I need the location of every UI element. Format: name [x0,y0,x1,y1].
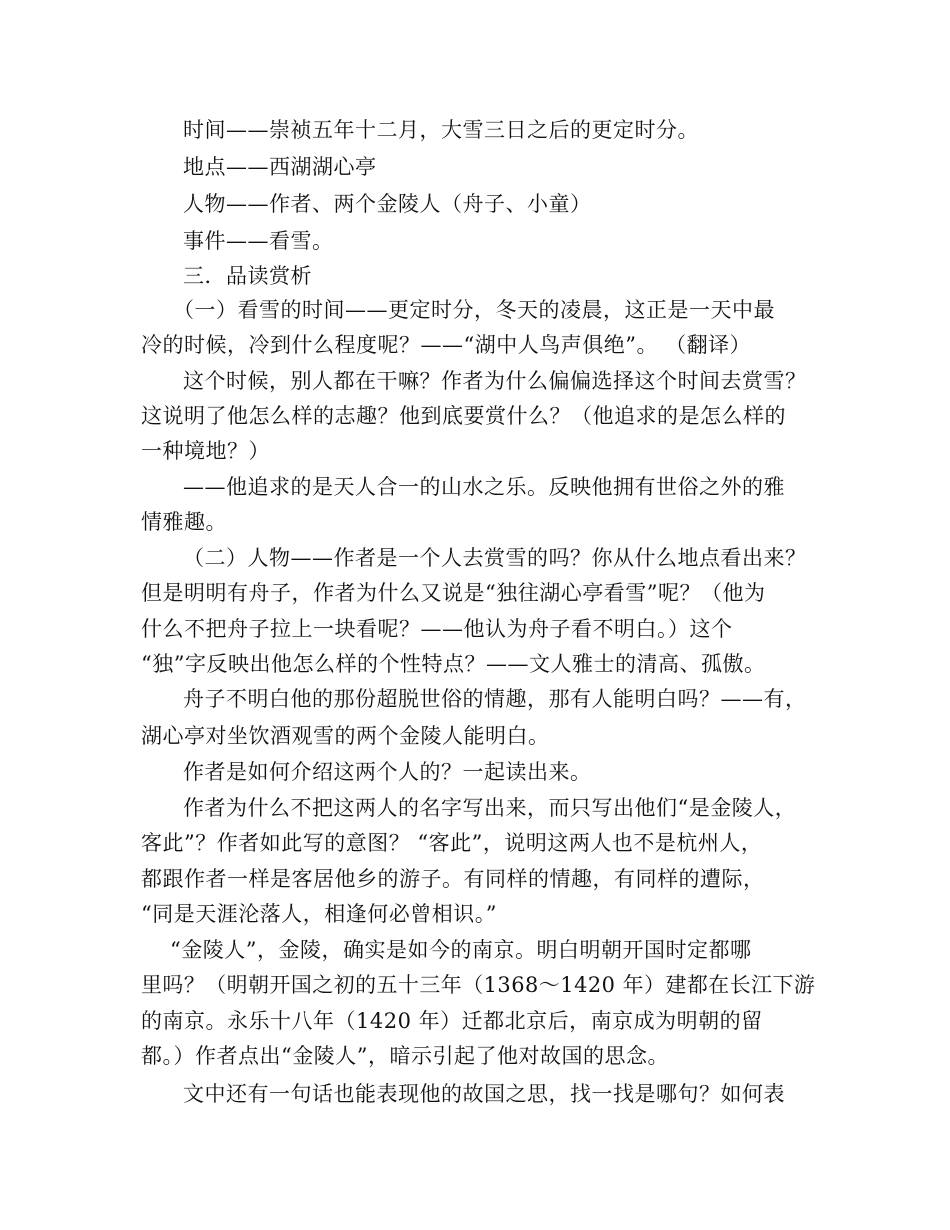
text-line: 舟子不明白他的那份超脱世俗的情趣，那有人能明白吗？——有， [183,687,807,711]
text-line: （一）看雪的时间——更定时分，冬天的凌晨，这正是一天中最 [173,298,775,322]
text-line: 都跟作者一样是客居他乡的游子。有同样的情趣，有同样的遭际， [141,867,765,891]
text-line: 文中还有一句话也能表现他的故国之思，找一找是哪句？如何表 [183,1082,785,1106]
text-line: 事件——看雪。 [183,229,334,253]
text-line: 地点——西湖湖心亭 [183,155,377,179]
text-line: ——他追求的是天人合一的山水之乐。反映他拥有世俗之外的雅 [183,475,785,499]
text-line: 都。）作者点出“金陵人”，暗示引起了他对故国的思念。 [141,1044,669,1068]
text-line: 里吗？（明朝开国之初的五十三年（1368～1420 年）建都在长江下游 [141,973,816,997]
text-line: 的南京。永乐十八年（1420 年）迁都北京后，南京成为明朝的留 [141,1009,763,1033]
text-line: 作者是如何介绍这两个人的？一起读出来。 [183,760,592,784]
text-line: 这说明了他怎么样的志趣？他到底要赏什么？（他追求的是怎么样的 [141,404,786,428]
text-line: “金陵人”，金陵，确实是如今的南京。明白明朝开国时定都哪 [170,938,752,962]
text-line: 作者为什么不把这两人的名字写出来，而只写出他们“是金陵人， [183,796,797,820]
text-line: 人物——作者、两个金陵人（舟子、小童） [183,192,592,216]
text-line: 一种境地？） [141,439,270,463]
text-line: 客此”？作者如此写的意图？ “客此”，说明这两人也不是杭州人， [141,831,763,855]
text-line: 冷的时候，冷到什么程度呢？——“湖中人鸟声俱绝”。 （翻译） [141,333,752,357]
text-line: 什么不把舟子拉上一块看呢？——他认为舟子看不明白。）这个 [141,617,733,641]
text-line: 情雅趣。 [141,510,227,534]
section-heading: 三．品读赏析 [183,264,312,288]
text-line: 时间——崇祯五年十二月，大雪三日之后的更定时分。 [183,118,699,142]
text-line: 这个时候，别人都在干嘛？作者为什么偏偏选择这个时间去赏雪？ [183,369,807,393]
text-line: 湖心亭对坐饮酒观雪的两个金陵人能明白。 [141,724,550,748]
text-line: “同是天涯沦落人，相逢何必曾相识。” [141,902,497,926]
text-line: （二）人物——作者是一个人去赏雪的吗？你从什么地点看出来？ [183,546,807,570]
text-line: 但是明明有舟子，作者为什么又说是“独往湖心亭看雪”呢？（他为 [141,581,766,605]
text-line: “独”字反映出他怎么样的个性特点？——文人雅士的清高、孤傲。 [141,652,766,676]
